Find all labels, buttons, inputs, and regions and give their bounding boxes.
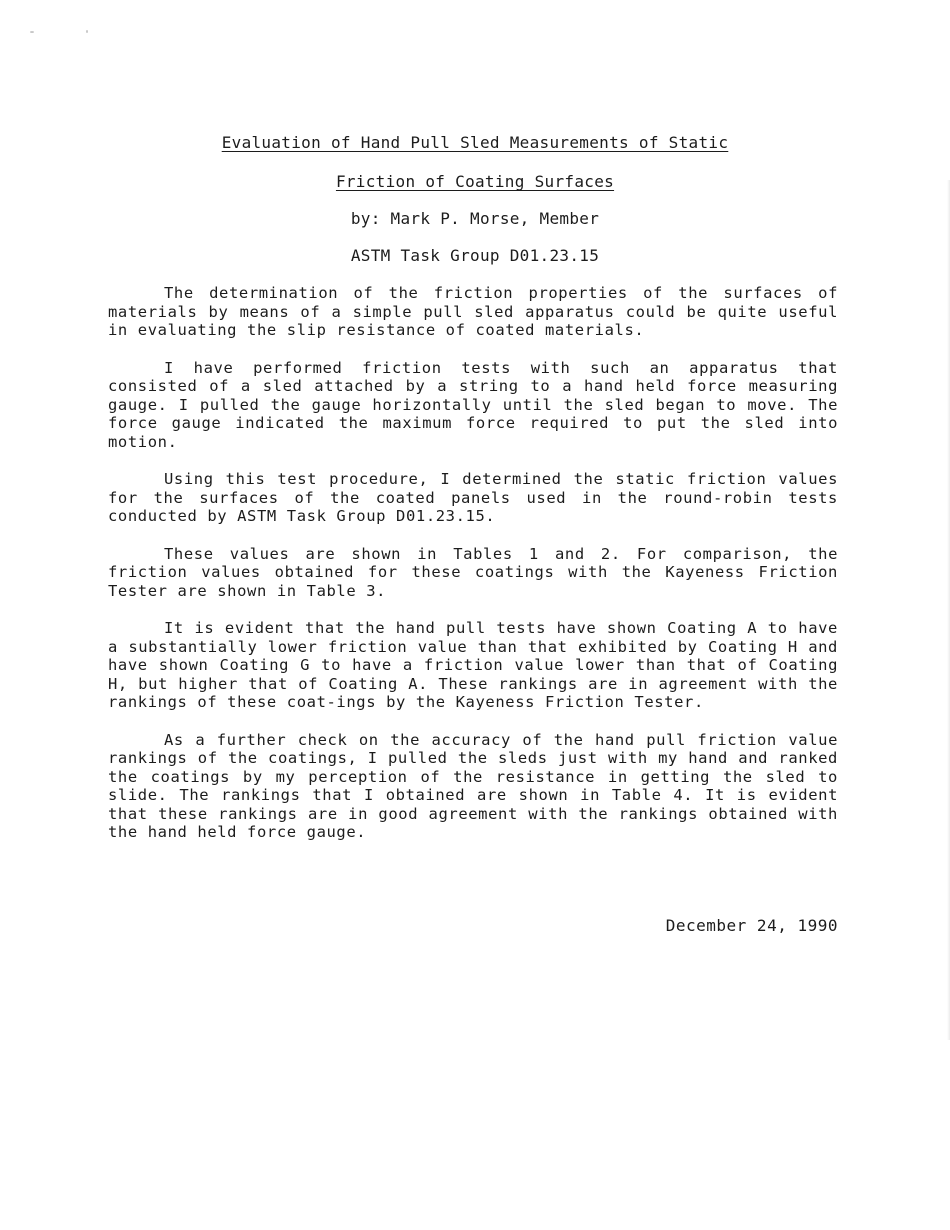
title-line-1: Evaluation of Hand Pull Sled Measurements of Static [221, 133, 729, 152]
paragraph-1: The determination of the friction properties of the surfaces of materials by means of a simple pull sled apparatus could be quite useful in evaluating the slip resistance of coated materials. [108, 284, 838, 339]
paragraph-4: These values are shown in Tables 1 and 2. For comparison, the friction values obtained for these coatings with the Kayeness Friction Tester are shown in Table 3. [108, 544, 838, 600]
title-line-2: Friction of Coating Surfaces [335, 172, 615, 191]
paragraph-6: As a further check on the accuracy of the hand pull friction value rankings of the coatings, I pulled the sleds just with my hand and ranked the coatings by my perception of the resistance in getting the sled to slide. The rankings that I obtained are shown in Table 4. It is evident that these rankings are in good agreement with the rankings obtained with the hand held force gauge. [108, 730, 838, 841]
paragraph-2: I have performed friction tests with such an apparatus that consisted of a sled attached by a string to a hand held force measuring gauge. I pulled the gauge horizontally until the sled began to move. The force gauge indicated the maximum force required to put the sled into motion. [108, 358, 838, 451]
document-date: December 24, 1990 [665, 916, 838, 935]
author-line: by: Mark P. Morse, Member [350, 209, 600, 228]
affiliation-line: ASTM Task Group D01.23.15 [350, 246, 600, 265]
scan-speck [86, 30, 88, 33]
scan-speck [30, 31, 34, 33]
body-text [108, 284, 838, 861]
paragraph-5: It is evident that the hand pull tests have shown Coating A to have a substantially lower friction value than that exhibited by Coating H and have shown Coating G to have a friction value lower than that of Coating H, but higher that of Coating A. These rankings are in agreement with the rankings of these coat-ings by the Kayeness Friction Tester. [108, 619, 838, 711]
paragraph-3: Using this test procedure, I determined the static friction values for the surfaces of the coated panels used in the round-robin tests conducted by ASTM Task Group D01.23.15. [108, 470, 838, 525]
